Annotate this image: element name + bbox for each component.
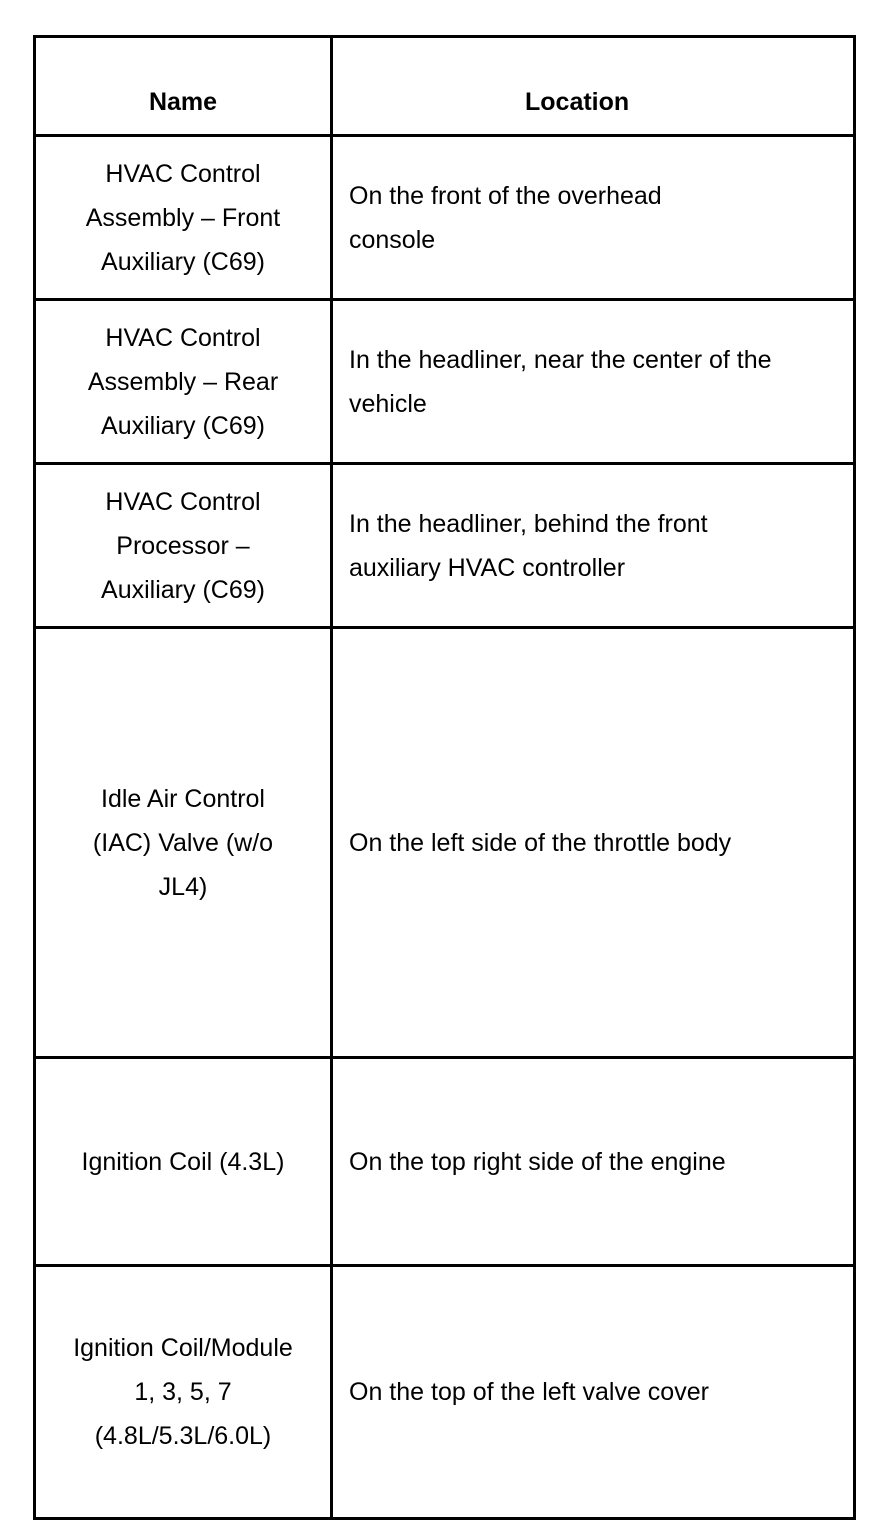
component-name-cell: Ignition Coil/Module 1, 3, 5, 7 (4.8L/5.3L/6.0L) bbox=[35, 1266, 332, 1519]
table-row bbox=[35, 300, 855, 464]
component-name-cell: HVAC Control Processor – Auxiliary (C69) bbox=[35, 464, 332, 628]
component-location-cell: On the top of the left valve cover bbox=[332, 1266, 855, 1519]
component-location-cell: On the left side of the throttle body bbox=[332, 628, 855, 1058]
component-location-cell: In the headliner, near the center of the vehicle bbox=[332, 300, 855, 464]
column-header-location: Location bbox=[332, 37, 855, 136]
table-header-row bbox=[35, 37, 855, 136]
component-location-cell: On the top right side of the engine bbox=[332, 1058, 855, 1266]
component-location-cell: In the headliner, behind the front auxiliary HVAC controller bbox=[332, 464, 855, 628]
table-row bbox=[35, 136, 855, 300]
table-row bbox=[35, 1058, 855, 1266]
component-name-cell: HVAC Control Assembly – Front Auxiliary (C69) bbox=[35, 136, 332, 300]
component-name-cell: Idle Air Control (IAC) Valve (w/o JL4) bbox=[35, 628, 332, 1058]
table-row bbox=[35, 628, 855, 1058]
component-name-cell: HVAC Control Assembly – Rear Auxiliary (C69) bbox=[35, 300, 332, 464]
column-header-name: Name bbox=[35, 37, 332, 136]
table-row bbox=[35, 464, 855, 628]
component-name-cell: Ignition Coil (4.3L) bbox=[35, 1058, 332, 1266]
component-location-cell: On the front of the overhead console bbox=[332, 136, 855, 300]
table-row bbox=[35, 1266, 855, 1519]
component-location-table bbox=[33, 35, 856, 1520]
